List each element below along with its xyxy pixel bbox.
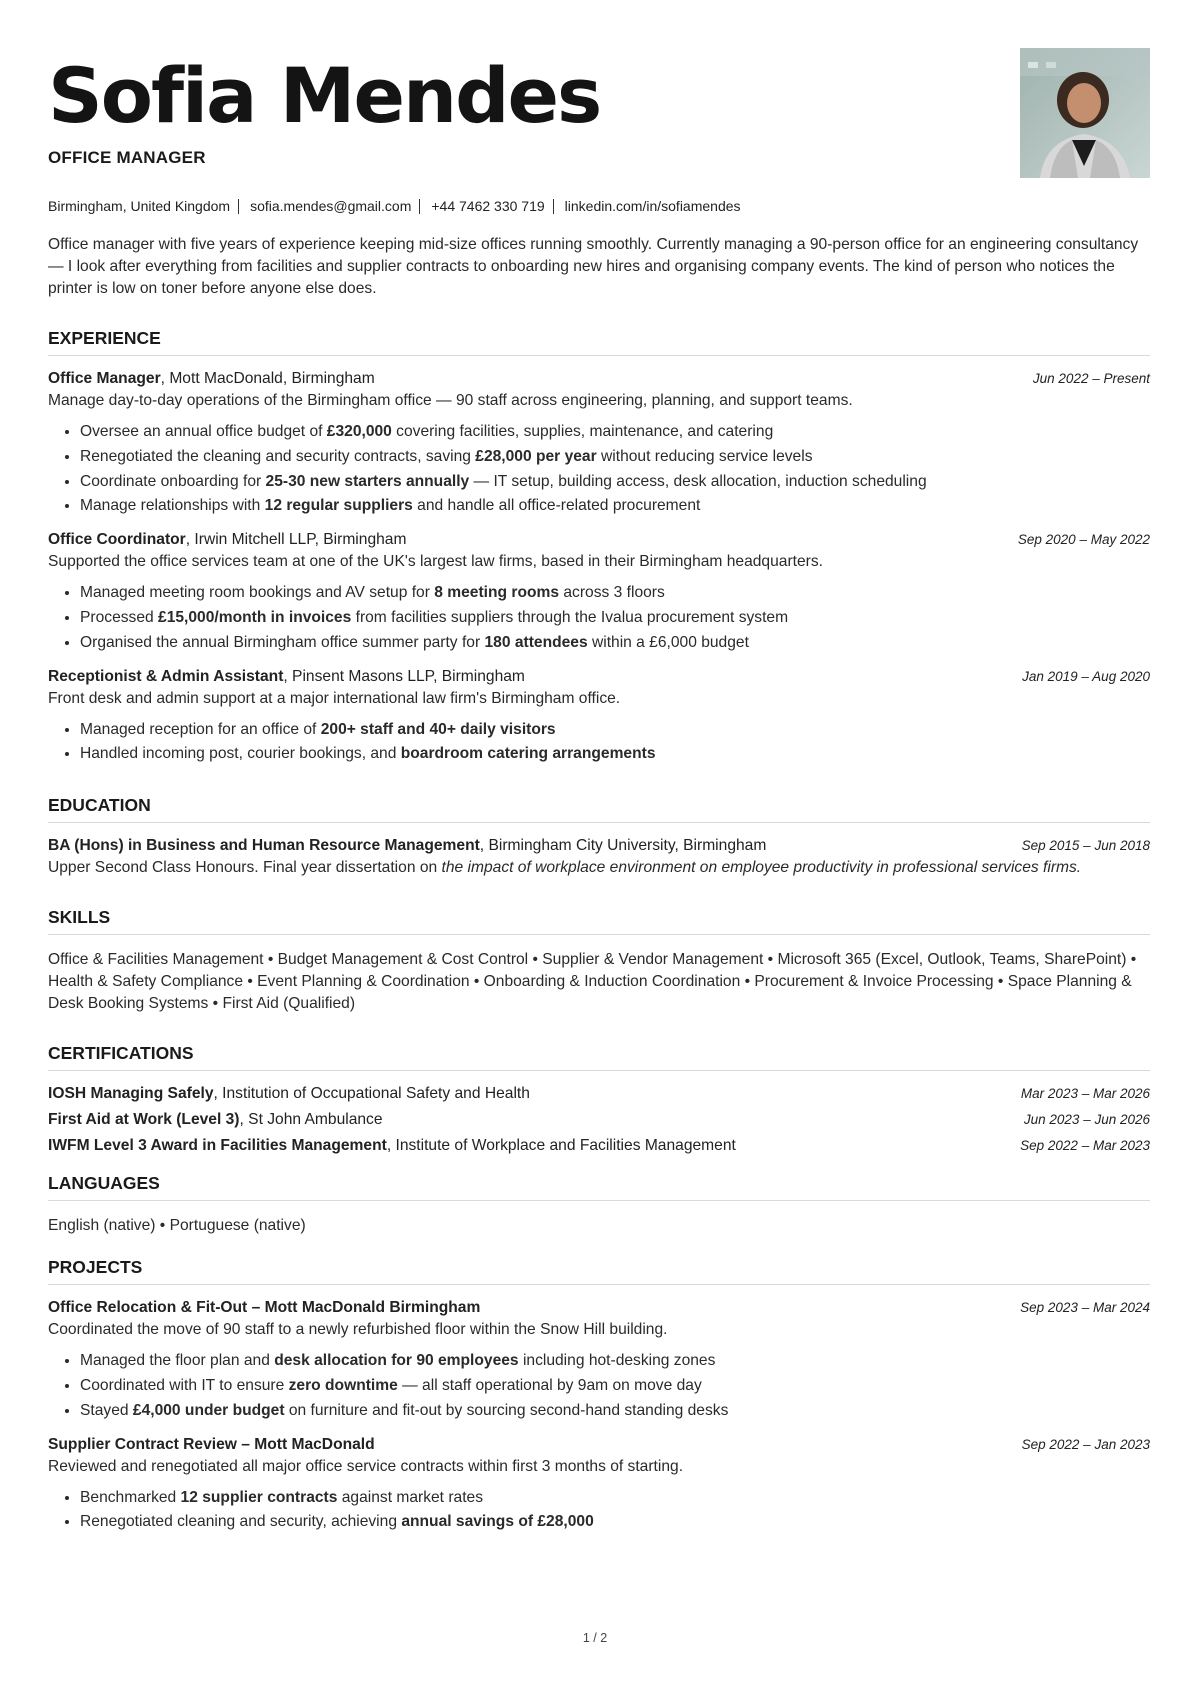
job-date: Jan 2019 – Aug 2020	[1022, 668, 1150, 684]
job-description: Front desk and admin support at a major international law firm's Birmingham office.	[48, 689, 621, 707]
divider	[419, 199, 420, 214]
project-date: Sep 2023 – Mar 2024	[1020, 1300, 1150, 1316]
certification-issuer: , Institute of Workplace and Facilities Management	[386, 1137, 736, 1155]
certification-item	[48, 1085, 1150, 1103]
bullet-item: • Managed meeting room bookings and AV setup for 8 meeting rooms across 3 floors	[80, 581, 1150, 606]
bullet-item: • Managed reception for an office of 200+ staff and 40+ daily visitors	[80, 718, 1150, 743]
phone-link[interactable]: +44 7462 330 719	[431, 198, 545, 214]
bullet-list	[48, 581, 1150, 655]
bullet-item: • Coordinated with IT to ensure zero downtime — all staff operational by 9am on move day	[80, 1374, 1150, 1399]
section-heading: PROJECTS	[48, 1257, 1150, 1285]
divider	[238, 199, 239, 214]
bullet-item: • Benchmarked 12 supplier contracts against market rates	[80, 1486, 1150, 1511]
project-entry	[48, 1299, 1150, 1423]
section-heading: EXPERIENCE	[48, 328, 1150, 356]
education-description: Upper Second Class Honours. Final year dissertation on the impact of workplace environment on employee productivity in professional services firms.	[48, 859, 1082, 877]
profile-photo	[1020, 48, 1150, 178]
divider	[553, 199, 554, 214]
certification-name: IOSH Managing Safely	[48, 1085, 214, 1103]
section-heading: LANGUAGES	[48, 1173, 1150, 1201]
bullet-item: • Processed £15,000/month in invoices from facilities suppliers through the Ivalua procurement system	[80, 606, 1150, 631]
job-org: , Pinsent Masons LLP, Birmingham	[283, 667, 525, 685]
job-title: Office Manager	[48, 370, 161, 387]
bullet-list	[48, 1486, 1150, 1536]
projects-section	[48, 1257, 1150, 1535]
bullet-item: • Oversee an annual office budget of £320,000 covering facilities, supplies, maintenance, and catering	[80, 420, 1150, 445]
education-date: Sep 2015 – Jun 2018	[1021, 838, 1150, 854]
bullet-item: • Organised the annual Birmingham office summer party for 180 attendees within a £6,000 budget	[80, 631, 1150, 656]
certification-date: Mar 2023 – Mar 2026	[1020, 1086, 1150, 1102]
project-description: Reviewed and renegotiated all major office service contracts within first 3 months of starting.	[48, 1457, 684, 1475]
summary-text: Office manager with five years of experience keeping mid-size offices running smoothly. Currently managing a 90-person office for an engineering consultancy — I look after everything from facilities and supplier contracts to onboarding new hires and organising company events. The kind of person who notices the printer is low on toner before anyone else does.	[48, 236, 1139, 297]
bullet-item: • Coordinate onboarding for 25-30 new starters annually — IT setup, building access, desk allocation, induction scheduling	[80, 470, 1150, 495]
skills-text: Office & Facilities Management • Budget Management & Cost Control • Supplier & Vendor Management • Microsoft 365 (Excel, Outlook, Teams, SharePoint) • Health & Safety Compliance • Event Planning & Coordination • Onboarding & Induction Coordination • Procurement & Invoice Processing • Space Planning & Desk Booking Systems • First Aid (Qualified)	[48, 951, 1137, 1013]
certification-date: Sep 2022 – Mar 2023	[1020, 1138, 1150, 1154]
project-description: Coordinated the move of 90 staff to a newly refurbished floor within the Snow Hill building.	[48, 1321, 668, 1339]
languages-text: English (native) • Portuguese (native)	[48, 1217, 306, 1235]
bullet-list	[48, 718, 1150, 768]
skills-section	[48, 907, 1150, 1015]
project-title: Office Relocation & Fit-Out – Mott MacDonald Birmingham	[48, 1299, 481, 1317]
bullet-item: • Manage relationships with 12 regular suppliers and handle all office-related procurement	[80, 494, 1150, 519]
job-title: Office Coordinator	[48, 531, 186, 549]
job-title: Receptionist & Admin Assistant	[48, 667, 284, 685]
section-heading: EDUCATION	[48, 795, 1150, 823]
section-heading: SKILLS	[48, 907, 1150, 935]
certifications-section	[48, 1043, 1150, 1155]
job-description: Manage day-to-day operations of the Birmingham office — 90 staff across engineering, planning, and support teams.	[48, 392, 853, 409]
job-date: Sep 2020 – May 2022	[1017, 532, 1150, 548]
project-date: Sep 2022 – Jan 2023	[1021, 1436, 1150, 1452]
certification-issuer: , Institution of Occupational Safety and Health	[213, 1085, 530, 1103]
job-entry	[48, 668, 1150, 768]
certification-name: IWFM Level 3 Award in Facilities Management	[48, 1137, 387, 1155]
bullet-item: • Renegotiated cleaning and security, achieving annual savings of £28,000	[80, 1510, 1150, 1535]
certification-issuer: , St John Ambulance	[239, 1111, 383, 1129]
bullet-list	[48, 420, 1150, 519]
school-name: , Birmingham City University, Birmingham	[479, 837, 767, 855]
bullet-item: • Managed the floor plan and desk allocation for 90 employees including hot-desking zones	[80, 1349, 1150, 1374]
job-org: , Irwin Mitchell LLP, Birmingham	[185, 531, 407, 549]
email-link[interactable]: sofia.mendes@gmail.com	[250, 198, 412, 214]
contact-line	[48, 198, 1150, 214]
job-title: OFFICE MANAGER	[48, 148, 206, 167]
job-entry	[48, 531, 1150, 655]
education-section	[48, 795, 1150, 879]
job-date: Jun 2022 – Present	[1032, 371, 1150, 386]
experience-section	[48, 328, 1150, 767]
certification-item	[48, 1111, 1150, 1129]
location-text: Birmingham, United Kingdom	[48, 198, 231, 214]
job-description: Supported the office services team at one of the UK's largest law firms, based in their Birmingham headquarters.	[48, 553, 823, 571]
page-number: 1 / 2	[582, 1631, 608, 1645]
languages-section	[48, 1173, 1150, 1237]
bullet-item: • Renegotiated the cleaning and security contracts, saving £28,000 per year without reducing service levels	[80, 445, 1150, 470]
job-org: , Mott MacDonald, Birmingham	[160, 370, 375, 387]
job-entry	[48, 370, 1150, 519]
linkedin-link[interactable]: linkedin.com/in/sofiamendes	[564, 198, 741, 214]
project-entry	[48, 1436, 1150, 1536]
degree-title: BA (Hons) in Business and Human Resource Management	[48, 837, 480, 855]
section-heading: CERTIFICATIONS	[48, 1043, 1150, 1071]
candidate-name: Sofia Mendes	[48, 51, 601, 140]
resume-page	[48, 40, 1150, 1547]
bullet-list	[48, 1349, 1150, 1423]
certification-name: First Aid at Work (Level 3)	[48, 1111, 240, 1129]
project-title: Supplier Contract Review – Mott MacDonald	[48, 1435, 375, 1453]
education-entry	[48, 837, 1150, 879]
certification-date: Jun 2023 – Jun 2026	[1023, 1112, 1150, 1128]
bullet-item: • Stayed £4,000 under budget on furniture and fit-out by sourcing second-hand standing desks	[80, 1399, 1150, 1424]
certification-item	[48, 1137, 1150, 1155]
bullet-item: • Handled incoming post, courier bookings, and boardroom catering arrangements	[80, 742, 1150, 767]
